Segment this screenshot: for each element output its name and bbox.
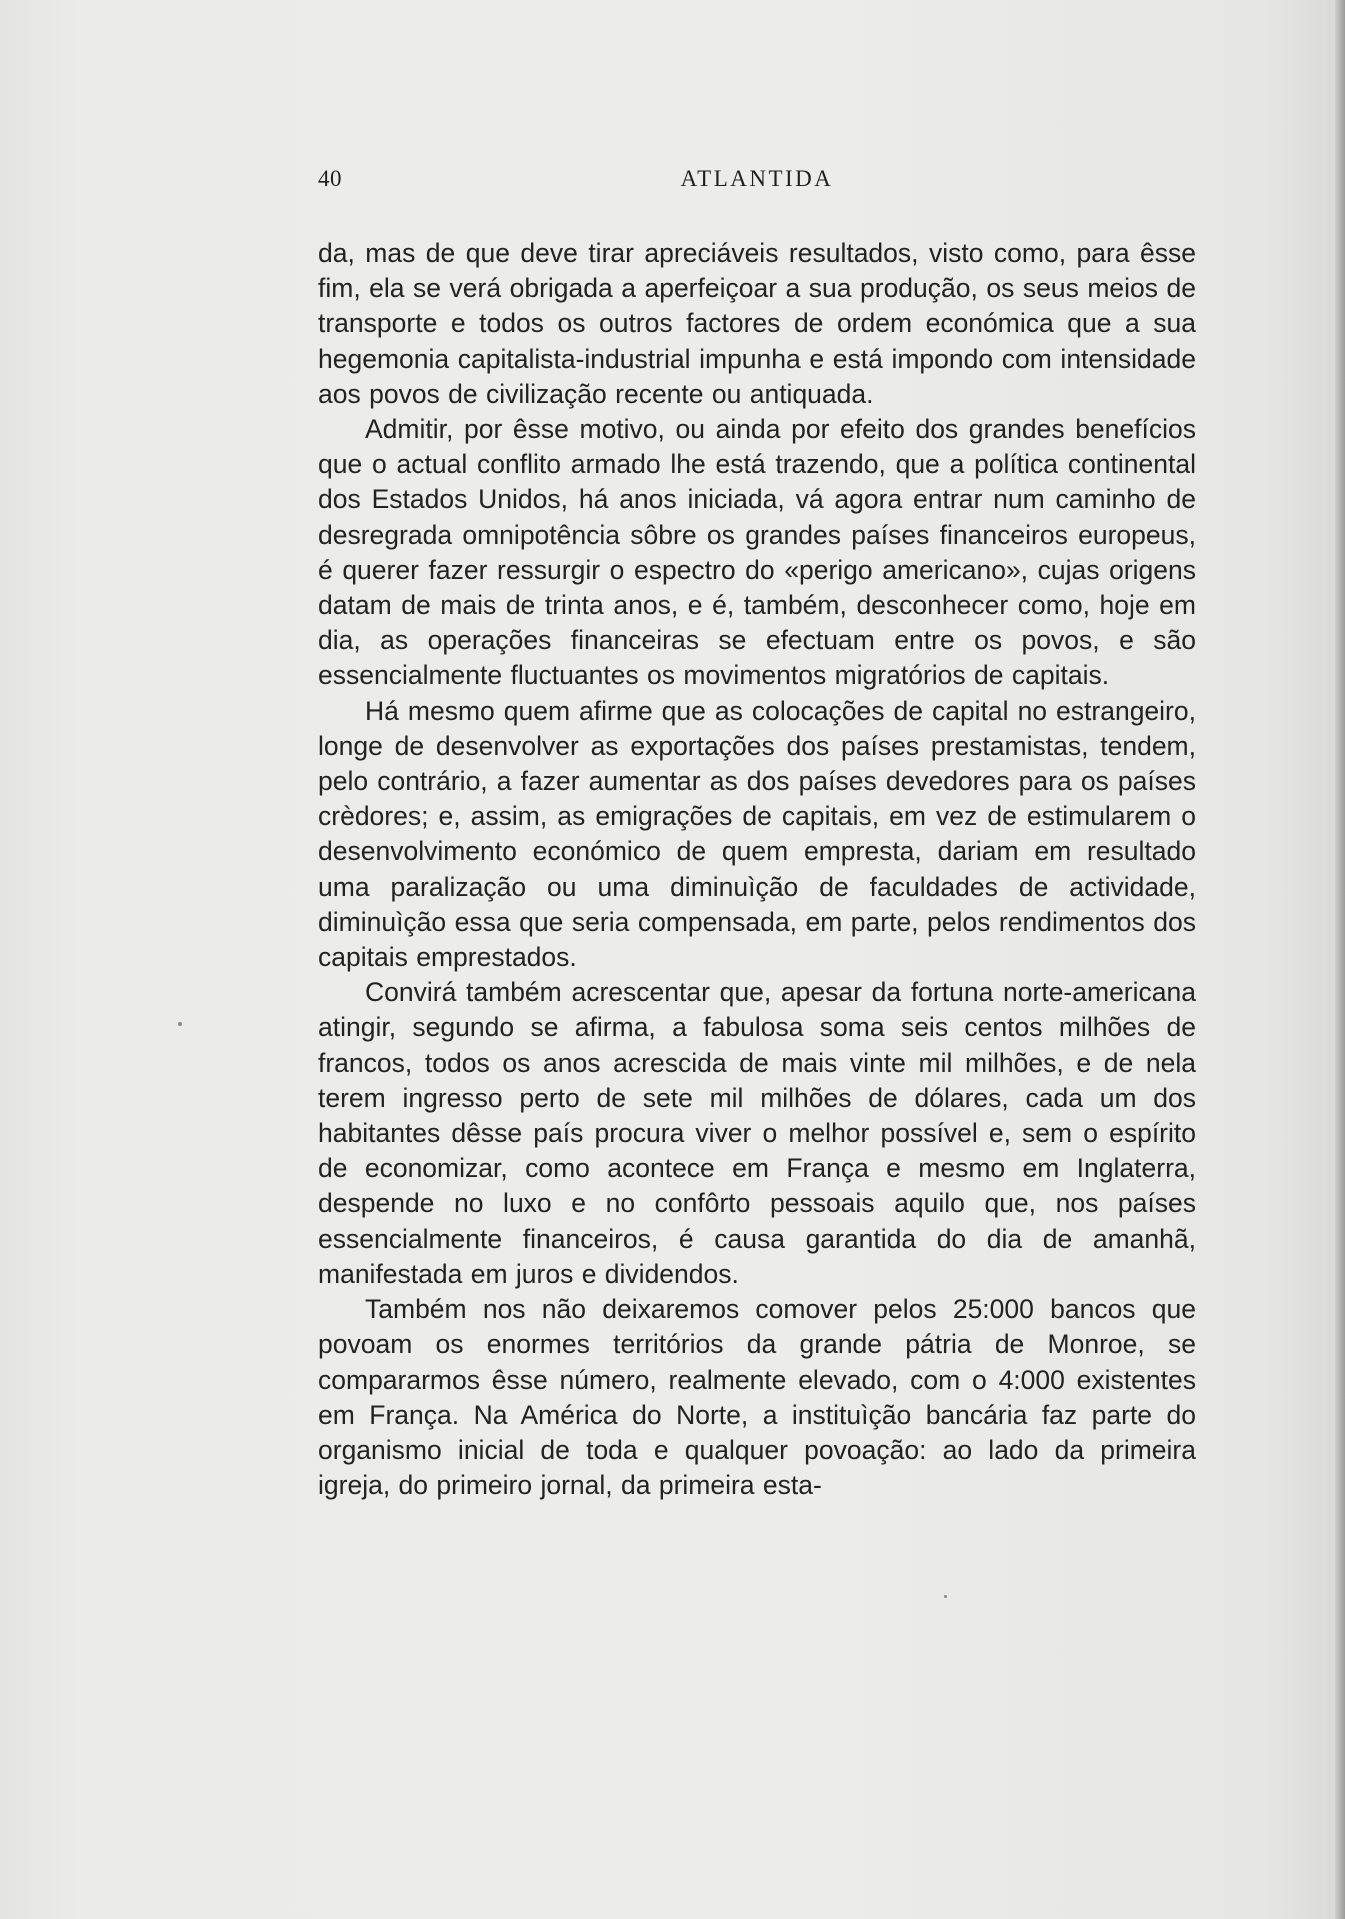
page-edge-shadow [1335, 0, 1345, 1919]
paper-speck [944, 1595, 947, 1598]
page-header [318, 163, 1196, 195]
body-text [318, 236, 1196, 1503]
paragraph-3: Há mesmo quem afirme que as colocações de capital no estrangeiro, longe de desenvolver as exportações dos países prestamistas, tendem, pelo contrário, a fazer aumentar as dos países devedores para os países crèdores; e, assim, as emigrações de capitais, em vez de estimularem o desenvolvimento económico de quem empresta, dariam em resultado uma paralização ou uma diminuìção de faculdades de actividade, diminuìção essa que seria compensada, em parte, pelos rendimentos dos capitais emprestados. [318, 695, 1196, 973]
paragraph-5: Também nos não deixaremos comover pelos 25:000 bancos que povoam os enormes territórios da grande pátria de Monroe, se compararmos êsse número, realmente elevado, com o 4:000 existentes em França. Na América do Norte, a instituìção bancária faz parte do organismo inicial de toda e qualquer povoação: ao lado da primeira igreja, do primeiro jornal, da primeira esta- [318, 1294, 1196, 1501]
paragraph-4: Convirá também acrescentar que, apesar da fortuna norte-americana atingir, segundo se afirma, a fabulosa soma seis centos milhões de francos, todos os anos acrescida de mais vinte mil milhões, e de nela terem ingresso perto de sete mil milhões de dólares, cada um dos habitantes dêsse país procura viver o melhor possível e, sem o espírito de economizar, como acontece em França e mesmo em Inglaterra, despende no luxo e no confôrto pessoais aquilo que, nos países essencialmente financeiros, é causa garantida do dia de amanhã, manifestada em juros e dividendos. [318, 977, 1196, 1289]
paragraph-1: da, mas de que deve tirar apreciáveis resultados, visto como, para êsse fim, ela se verá obrigada a aperfeiçoar a sua produção, os seus meios de transporte e todos os outros factores de ordem económica que a sua hegemonia capitalista-industrial impunha e está impondo com intensidade aos povos de civilização recente ou antiquada. [318, 238, 1196, 409]
paragraph-2: Admitir, por êsse motivo, ou ainda por efeito dos grandes benefícios que o actual conflito armado lhe está trazendo, que a política continental dos Estados Unidos, há anos iniciada, vá agora entrar num caminho de desregrada omnipotência sôbre os grandes países financeiros europeus, é querer fazer ressurgir o espectro do «perigo americano», cujas origens datam de mais de trinta anos, e é, também, desconhecer como, hoje em dia, as operações financeiras se efectuam entre os povos, e são essencialmente fluctuantes os movimentos migratórios de capitais. [318, 414, 1196, 691]
page-number: 40 [318, 166, 342, 191]
paper-speck [178, 1022, 182, 1026]
running-title: ATLANTIDA [680, 166, 834, 191]
